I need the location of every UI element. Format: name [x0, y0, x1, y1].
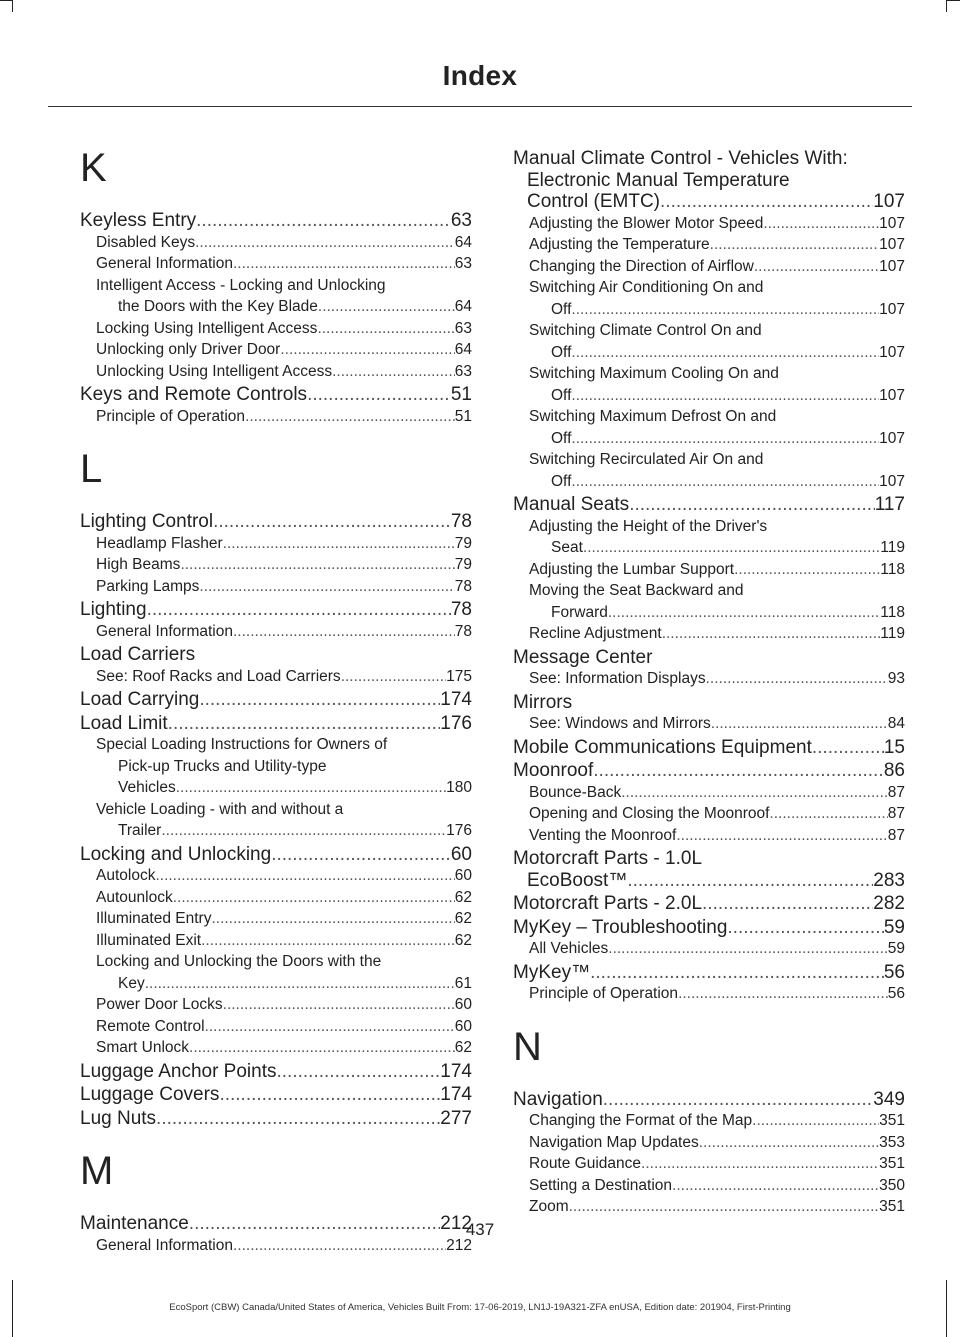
index-entry[interactable]: Load Carrying ..... 174 [80, 689, 472, 711]
index-entry[interactable]: Load Limit ..... 176 [80, 713, 472, 735]
index-subentry[interactable]: Principle of Operation ..... 51 [80, 406, 472, 428]
index-subentry[interactable]: Opening and Closing the Moonroof ..... 87 [513, 803, 905, 825]
index-entry[interactable]: MyKey – Troubleshooting ..... 59 [513, 917, 905, 939]
index-subentry[interactable]: Recline Adjustment ..... 119 [513, 623, 905, 645]
index-subentry[interactable]: Illuminated Exit ..... 62 [80, 930, 472, 952]
index-subentry[interactable]: See: Information Displays ..... 93 [513, 668, 905, 690]
index-subentry[interactable]: Adjusting the Lumbar Support ..... 118 [513, 559, 905, 581]
index-subentry[interactable]: Adjusting the Blower Motor Speed ..... 107 [513, 213, 905, 235]
index-subentry[interactable]: Navigation Map Updates ..... 353 [513, 1132, 905, 1154]
crop-mark [946, 0, 947, 12]
index-entry[interactable]: Manual Seats ..... 117 [513, 494, 905, 516]
index-column-right [513, 146, 905, 1218]
index-subentry[interactable]: Switching Maximum Cooling On and Off ..... 107 [513, 363, 905, 406]
index-subentry[interactable]: Illuminated Entry ..... 62 [80, 908, 472, 930]
index-subentry[interactable]: Vehicle Loading - with and without a Trailer ..... 176 [80, 799, 472, 842]
crop-mark [947, 0, 960, 1]
index-subentry[interactable]: Power Door Locks ..... 60 [80, 994, 472, 1016]
index-entry[interactable]: MyKey™ ..... 56 [513, 962, 905, 984]
index-subentry[interactable]: Intelligent Access - Locking and Unlocking the Doors with the Key Blade ..... 64 [80, 275, 472, 318]
index-subentry[interactable]: Principle of Operation ..... 56 [513, 983, 905, 1005]
page-title: Index [442, 60, 518, 91]
index-subentry[interactable]: Locking and Unlocking the Doors with the Key ..... 61 [80, 951, 472, 994]
crop-mark [0, 0, 12, 1]
index-entry[interactable]: Luggage Covers ..... 174 [80, 1084, 472, 1106]
index-subentry[interactable]: Smart Unlock ..... 62 [80, 1037, 472, 1059]
footer-text: EcoSport (CBW) Canada/United States of America, Vehicles Built From: 17-06-2019, LN1J-19A321-ZFA enUSA, Edition date: 201904, First-Printing [169, 1302, 791, 1313]
index-subentry[interactable]: High Beams ..... 79 [80, 554, 472, 576]
index-column-left [80, 138, 472, 1256]
index-subentry[interactable]: Locking Using Intelligent Access ..... 63 [80, 318, 472, 340]
index-subentry[interactable]: Disabled Keys ..... 64 [80, 232, 472, 254]
index-entry: Mirrors [513, 691, 573, 713]
section-letter: K [80, 146, 107, 190]
index-entry[interactable]: Lug Nuts ..... 277 [80, 1108, 472, 1130]
index-entry: Load Carriers [80, 644, 196, 665]
index-subentry[interactable]: Autounlock ..... 62 [80, 887, 472, 909]
index-entry: Message Center [513, 646, 653, 668]
index-subentry[interactable]: See: Windows and Mirrors ..... 84 [513, 713, 905, 735]
index-subentry[interactable]: General Information ..... 212 [80, 1235, 472, 1257]
index-entry[interactable]: Maintenance ..... 212 [80, 1213, 472, 1235]
header-divider [48, 106, 912, 107]
index-subentry[interactable]: Parking Lamps ..... 78 [80, 576, 472, 598]
index-subentry[interactable]: Special Loading Instructions for Owners of Pick-up Trucks and Utility-type Vehicles ..... 180 [80, 734, 472, 799]
index-subentry[interactable]: Unlocking only Driver Door ..... 64 [80, 339, 472, 361]
index-subentry[interactable]: Unlocking Using Intelligent Access ..... 63 [80, 361, 472, 383]
index-subentry[interactable]: Switching Climate Control On and Off ..... 107 [513, 320, 905, 363]
index-subentry[interactable]: Changing the Direction of Airflow ..... 107 [513, 256, 905, 278]
index-subentry[interactable]: Adjusting the Temperature ..... 107 [513, 234, 905, 256]
index-entry[interactable]: Moonroof ..... 86 [513, 760, 905, 782]
index-subentry[interactable]: Switching Air Conditioning On and Off ..... 107 [513, 277, 905, 320]
crop-mark [12, 0, 13, 12]
index-entry[interactable]: Luggage Anchor Points ..... 174 [80, 1061, 472, 1083]
index-subentry[interactable]: Switching Recirculated Air On and Off ..... 107 [513, 449, 905, 492]
page-number: 437 [465, 1220, 495, 1239]
index-entry[interactable]: Keys and Remote Controls ..... 51 [80, 384, 472, 406]
index-subentry[interactable]: Venting the Moonroof ..... 87 [513, 825, 905, 847]
index-entry[interactable]: Lighting Control ..... 78 [80, 511, 472, 533]
index-entry[interactable]: Motorcraft Parts - 2.0L ..... 282 [513, 893, 905, 915]
index-subentry[interactable]: All Vehicles ..... 59 [513, 938, 905, 960]
index-subentry[interactable]: Switching Maximum Defrost On and Off ..... 107 [513, 406, 905, 449]
index-entry[interactable]: Keyless Entry ..... 63 [80, 210, 472, 232]
section-letter: L [80, 447, 103, 491]
index-entry[interactable]: Navigation ..... 349 [513, 1089, 905, 1111]
index-subentry[interactable]: Moving the Seat Backward and Forward ..... 118 [513, 580, 905, 623]
index-subentry[interactable]: Remote Control ..... 60 [80, 1016, 472, 1038]
index-subentry[interactable]: Bounce-Back ..... 87 [513, 782, 905, 804]
index-entry[interactable]: Locking and Unlocking ..... 60 [80, 844, 472, 866]
index-subentry[interactable]: Adjusting the Height of the Driver's Seat ..... 119 [513, 516, 905, 559]
index-entry[interactable]: Mobile Communications Equipment ..... 15 [513, 737, 905, 759]
index-subentry[interactable]: Route Guidance ..... 351 [513, 1153, 905, 1175]
index-subentry[interactable]: General Information ..... 63 [80, 253, 472, 275]
index-subentry[interactable]: Changing the Format of the Map ..... 351 [513, 1110, 905, 1132]
index-subentry[interactable]: See: Roof Racks and Load Carriers ..... 175 [80, 666, 472, 688]
index-subentry[interactable]: Setting a Destination ..... 350 [513, 1175, 905, 1197]
index-subentry[interactable]: General Information ..... 78 [80, 621, 472, 643]
index-subentry[interactable]: Autolock ..... 60 [80, 865, 472, 887]
index-entry[interactable]: Lighting ..... 78 [80, 599, 472, 621]
section-letter: M [80, 1149, 114, 1193]
index-entry[interactable]: Manual Climate Control - Vehicles With: Electronic Manual Temperature Control (EMTC) ..... 107 [513, 148, 905, 213]
index-entry[interactable]: Motorcraft Parts - 1.0L EcoBoost™ ..... 283 [513, 848, 905, 891]
index-subentry[interactable]: Headlamp Flasher ..... 79 [80, 533, 472, 555]
section-letter: N [513, 1024, 542, 1069]
index-subentry[interactable]: Zoom ..... 351 [513, 1196, 905, 1218]
